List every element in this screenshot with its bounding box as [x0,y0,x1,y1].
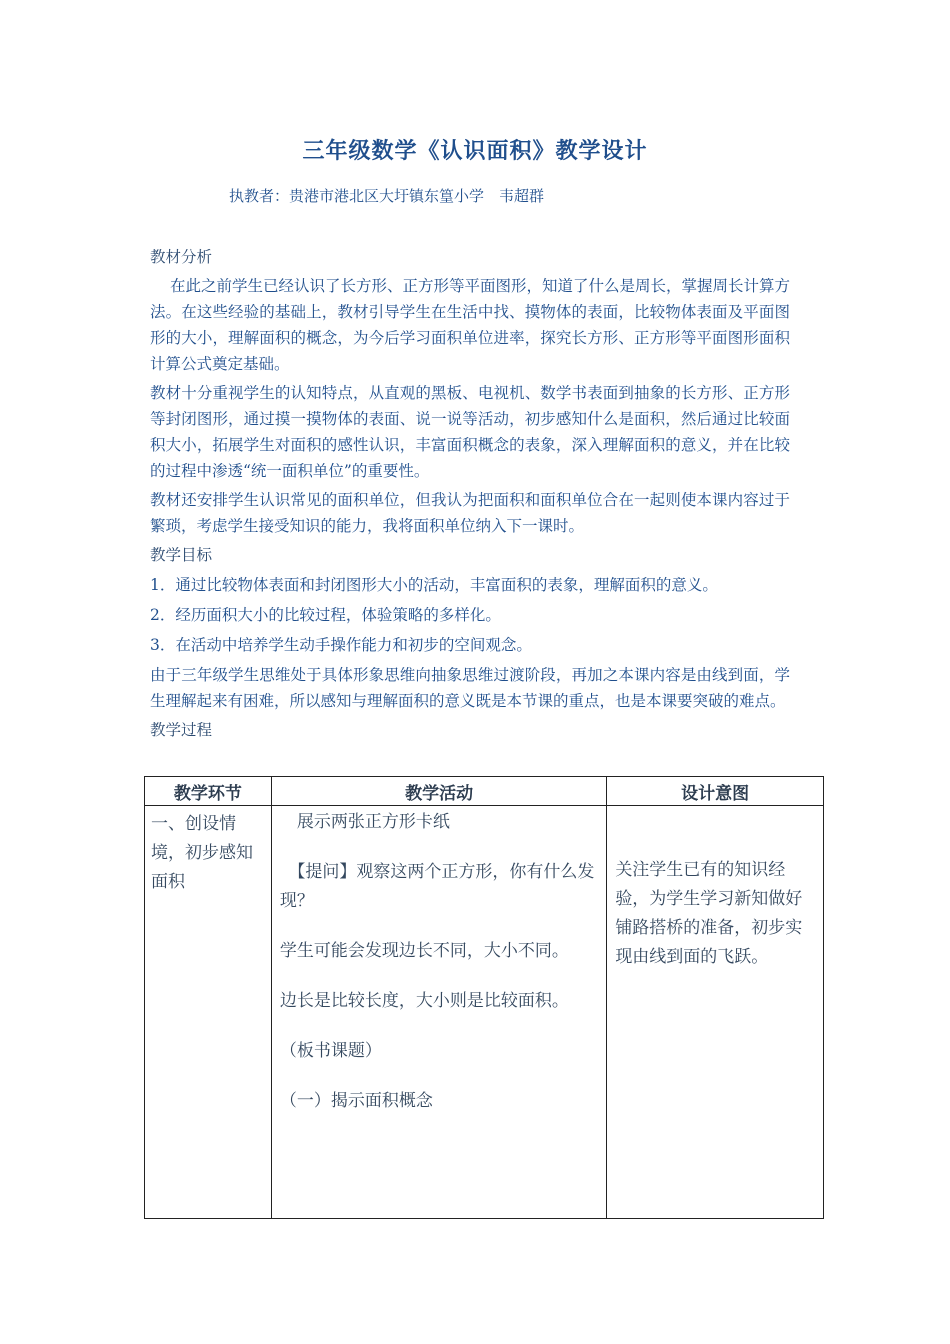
table-header-row [145,777,824,806]
intent-text: 关注学生已有的知识经验，为学生学习新知做好铺路搭桥的准备，初步实现由线到面的飞跃。 [615,860,803,967]
header-activity: 教学活动 [271,777,606,806]
goal-item-2: 2．经历面积大小的比较过程，体验策略的多样化。 [150,606,501,624]
header-stage: 教学环节 [145,777,272,806]
document-body [150,244,790,746]
author-line: 执教者：贵港市港北区大圩镇东篁小学 韦超群 [229,187,545,205]
teaching-process-table [144,776,824,1219]
table-row [145,806,824,1219]
material-paragraph-1: 在此之前学生已经认识了长方形、正方形等平面图形，知道了什么是周长，掌握周长计算方法。在这些经验的基础上，教材引导学生在生活中找、摸物体的表面，比较物体表面及平面图形的大小，理解面积的概念，为今后学习面积单位进率，探究长方形、正方形等平面图形面积计算公式奠定基础。 [150,277,791,373]
teaching-goals-heading: 教学目标 [150,546,213,564]
material-analysis-heading: 教材分析 [150,248,213,266]
key-points-paragraph: 由于三年级学生思维处于具体形象思维向抽象思维过渡阶段，再加之本课内容是由线到面，学生理解起来有困难，所以感知与理解面积的意义既是本节课的重点，也是本课要突破的难点。 [150,666,790,710]
goal-item-3: 3．在活动中培养学生动手操作能力和初步的空间观念。 [150,636,532,654]
teaching-process-heading: 教学过程 [150,721,213,739]
material-paragraph-3: 教材还安排学生认识常见的面积单位，但我认为把面积和面积单位合在一起则使本课内容过于繁琐，考虑学生接受知识的能力，我将面积单位纳入下一课时。 [150,491,790,535]
material-paragraph-2: 教材十分重视学生的认知特点，从直观的黑板、电视机、数学书表面到抽象的长方形、正方形等封闭图形，通过摸一摸物体的表面、说一说等活动，初步感知什么是面积，然后通过比较面积大小，拓展学生对面积的感性认识，丰富面积概念的表象，深入理解面积的意义，并在比较的过程中渗透“统一面积单位”的重要性。 [150,384,790,480]
stage-cell [145,806,272,1219]
activity-line-1: 展示两张正方形卡纸 [279,812,450,832]
stage-text: 一、创设情境，初步感知面积 [151,814,253,892]
activity-cell [271,806,606,1219]
activity-line-4: 边长是比较长度，大小则是比较面积。 [279,991,569,1011]
activity-line-5: （板书课题） [279,1041,382,1061]
document-title: 三年级数学《认识面积》教学设计 [302,138,648,164]
activity-line-2: 【提问】观察这两个正方形，你有什么发现？ [279,862,595,911]
goal-item-1: 1．通过比较物体表面和封闭图形大小的活动，丰富面积的表象，理解面积的意义。 [150,576,718,594]
intent-cell [607,806,824,1219]
activity-line-6: （一）揭示面积概念 [279,1091,433,1111]
header-intent: 设计意图 [607,777,824,806]
activity-line-3: 学生可能会发现边长不同，大小不同。 [279,941,569,961]
